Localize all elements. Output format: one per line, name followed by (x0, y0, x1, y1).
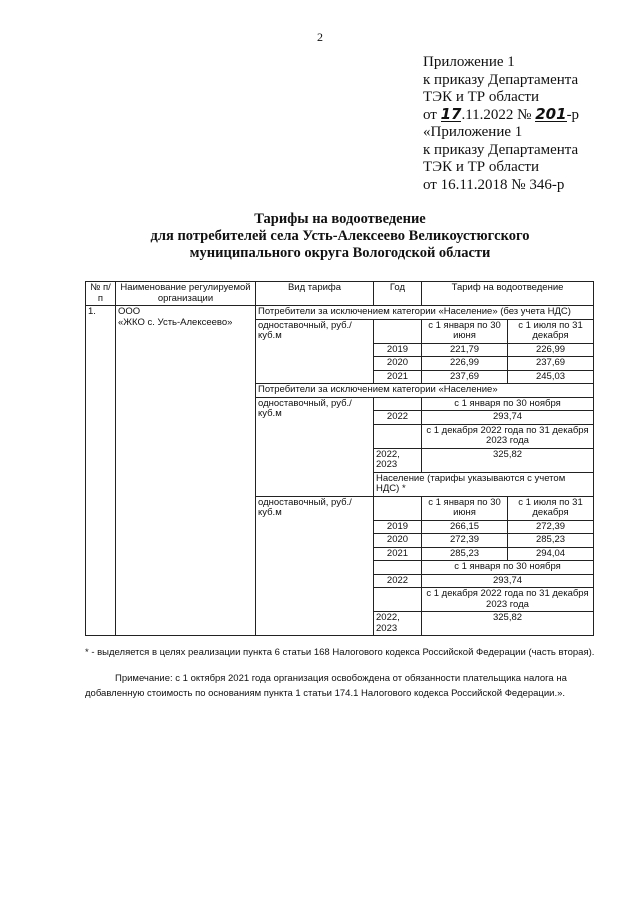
year-cell (374, 496, 422, 520)
year-cell (374, 397, 422, 411)
section-heading: Потребители за исключением категории «Население» (256, 384, 594, 398)
appendix-line: к приказу Департамента (423, 71, 579, 88)
year-cell: 2022 (374, 574, 422, 588)
value-cell: 285,23 (422, 547, 508, 561)
year-cell (374, 424, 422, 448)
handwritten-order-number: 201 (535, 104, 567, 123)
value-cell: 245,03 (508, 370, 594, 384)
period-cell: с 1 декабря 2022 года по 31 декабря 2023 года (422, 588, 594, 612)
section-heading: Потребители за исключением категории «Население» (без учета НДС) (256, 306, 594, 320)
year-cell: 2021 (374, 370, 422, 384)
title-line: муниципального округа Вологодской области (189, 245, 491, 261)
org-name-line: ООО (118, 306, 141, 317)
period-cell: с 1 июля по 31 декабря (508, 496, 594, 520)
header-org: Наименование регулируемой организации (116, 282, 256, 306)
order-date-mid: .11.2022 № (461, 106, 532, 123)
appendix-line: к приказу Департамента (423, 141, 579, 158)
period-cell: с 1 декабря 2022 года по 31 декабря 2023 года (422, 424, 594, 448)
year-cell: 2022 (374, 411, 422, 425)
value-cell: 285,23 (508, 534, 594, 548)
appendix-line: «Приложение 1 (423, 124, 523, 140)
document-title (0, 211, 640, 262)
table-header-row (86, 282, 594, 306)
year-cell: 2020 (374, 357, 422, 371)
value-cell: 237,69 (508, 357, 594, 371)
header-num: № п/п (86, 282, 116, 306)
title-line: для потребителей села Усть-Алексеево Великоустюгского (150, 228, 530, 244)
tariff-type: одноставочный, руб./куб.м (256, 319, 374, 384)
value-cell: 226,99 (508, 343, 594, 357)
handwritten-day: 17 (440, 104, 462, 123)
value-cell: 272,39 (422, 534, 508, 548)
org-name (116, 306, 256, 636)
header-type: Вид тарифа (256, 282, 374, 306)
table-row (86, 306, 594, 320)
year-cell (374, 588, 422, 612)
period-cell: с 1 июля по 31 декабря (508, 319, 594, 343)
title-line: Тарифы на водоотведение (254, 211, 426, 227)
period-cell: с 1 января по 30 ноября (422, 561, 594, 575)
appendix-line: Приложение 1 (423, 54, 515, 70)
value-cell: 272,39 (508, 520, 594, 534)
year-cell: 2020 (374, 534, 422, 548)
year-cell (374, 319, 422, 343)
org-name-line: «ЖКО с. Усть-Алексеево» (118, 316, 233, 328)
header-year: Год (374, 282, 422, 306)
value-cell: 294,04 (508, 547, 594, 561)
period-cell: с 1 января по 30 ноября (422, 397, 594, 411)
period-cell: с 1 января по 30 июня (422, 496, 508, 520)
page-number: 2 (317, 30, 323, 44)
value-cell: 293,74 (422, 411, 594, 425)
header-tariff: Тариф на водоотведение (422, 282, 594, 306)
year-cell: 2022, 2023 (374, 612, 422, 636)
value-cell: 237,69 (422, 370, 508, 384)
row-number: 1. (86, 306, 116, 636)
value-cell: 266,15 (422, 520, 508, 534)
value-cell: 226,99 (422, 357, 508, 371)
order-number-suffix: -р (566, 106, 580, 123)
year-cell: 2019 (374, 343, 422, 357)
tariff-type: одноставочный, руб./куб.м (256, 397, 374, 496)
appendix-order-date-line (423, 104, 633, 125)
section-heading: Население (тарифы указываются с учетом НДС) * (374, 472, 594, 496)
year-cell: 2021 (374, 547, 422, 561)
appendix-block (423, 54, 633, 194)
tariff-type: одноставочный, руб./куб.м (256, 496, 374, 636)
footnote: * - выделяется в целях реализации пункта 6 статьи 168 Налогового кодекса Российской Федерации (часть вторая). (85, 647, 595, 658)
order-date-prefix: от (423, 106, 437, 123)
appendix-line: от 16.11.2018 № 346-р (423, 176, 565, 193)
value-cell: 221,79 (422, 343, 508, 357)
appendix-line: ТЭК и ТР области (423, 89, 539, 105)
value-cell: 325,82 (422, 448, 594, 472)
year-cell: 2019 (374, 520, 422, 534)
note: Примечание: с 1 октября 2021 года организация освобождена от обязанности плательщика налога на добавленную стоимость по основаниям пункта 1 статьи 174.1 Налогового кодекса Российской Федерации.». (85, 673, 567, 699)
year-cell: 2022, 2023 (374, 448, 422, 472)
value-cell: 325,82 (422, 612, 594, 636)
period-cell: с 1 января по 30 июня (422, 319, 508, 343)
tariff-table (85, 281, 594, 636)
year-cell (374, 561, 422, 575)
appendix-line: ТЭК и ТР области (423, 159, 539, 175)
value-cell: 293,74 (422, 574, 594, 588)
